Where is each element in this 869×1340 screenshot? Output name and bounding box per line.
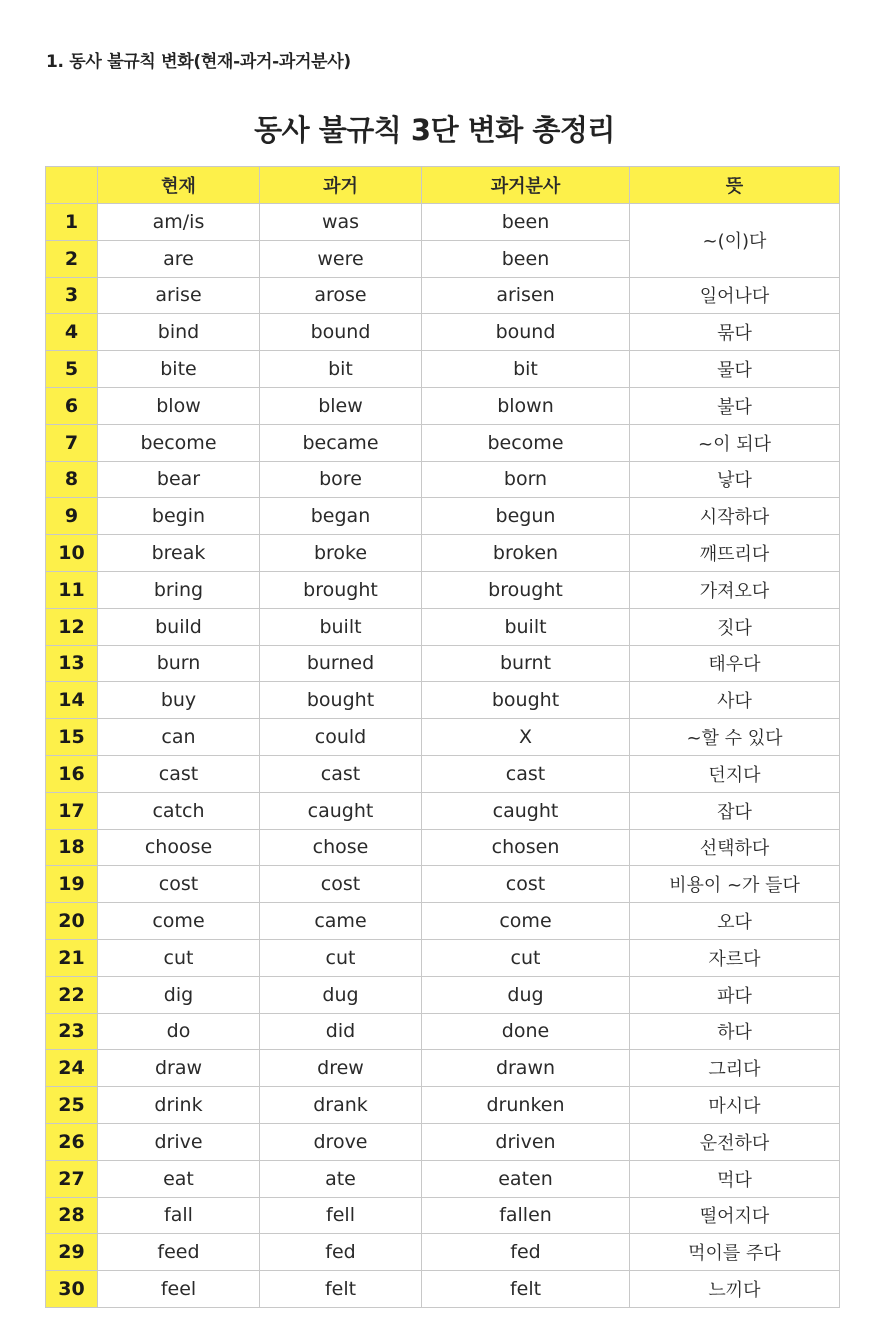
past-form: bound [260, 314, 422, 351]
table-row [46, 1087, 840, 1124]
header-past-participle: 과거분사 [422, 167, 630, 204]
past-participle-form: bought [422, 682, 630, 719]
row-number: 4 [46, 314, 98, 351]
present-form: become [98, 424, 260, 461]
past-participle-form: been [422, 240, 630, 277]
past-participle-form: cost [422, 866, 630, 903]
past-participle-form: caught [422, 792, 630, 829]
present-form: build [98, 608, 260, 645]
meaning: 파다 [630, 976, 840, 1013]
meaning: 낳다 [630, 461, 840, 498]
past-participle-form: bound [422, 314, 630, 351]
table-row [46, 204, 840, 241]
row-number: 27 [46, 1160, 98, 1197]
table-header-row [46, 167, 840, 204]
table-row [46, 387, 840, 424]
present-form: draw [98, 1050, 260, 1087]
past-form: chose [260, 829, 422, 866]
row-number: 20 [46, 903, 98, 940]
table-row [46, 829, 840, 866]
document-title: 동사 불규칙 3단 변화 총정리 [254, 113, 615, 147]
row-number: 11 [46, 571, 98, 608]
row-number: 6 [46, 387, 98, 424]
past-participle-form: come [422, 903, 630, 940]
past-participle-form: burnt [422, 645, 630, 682]
present-form: bind [98, 314, 260, 351]
row-number: 25 [46, 1087, 98, 1124]
present-form: eat [98, 1160, 260, 1197]
meaning: 불다 [630, 387, 840, 424]
row-number: 13 [46, 645, 98, 682]
table-row [46, 1123, 840, 1160]
past-participle-form: fallen [422, 1197, 630, 1234]
section-heading: 1. 동사 불규칙 변화(현재-과거-과거분사) [46, 52, 351, 72]
row-number: 23 [46, 1013, 98, 1050]
row-number: 1 [46, 204, 98, 241]
past-form: fed [260, 1234, 422, 1271]
meaning: ~(이)다 [630, 204, 840, 278]
past-form: were [260, 240, 422, 277]
present-form: bear [98, 461, 260, 498]
present-form: burn [98, 645, 260, 682]
past-participle-form: done [422, 1013, 630, 1050]
meaning: 짓다 [630, 608, 840, 645]
past-participle-form: fed [422, 1234, 630, 1271]
past-participle-form: blown [422, 387, 630, 424]
present-form: fall [98, 1197, 260, 1234]
past-form: burned [260, 645, 422, 682]
row-number: 28 [46, 1197, 98, 1234]
meaning: 잡다 [630, 792, 840, 829]
past-participle-form: drawn [422, 1050, 630, 1087]
past-participle-form: arisen [422, 277, 630, 314]
row-number: 12 [46, 608, 98, 645]
past-form: bought [260, 682, 422, 719]
past-form: dug [260, 976, 422, 1013]
table-row [46, 498, 840, 535]
present-form: feed [98, 1234, 260, 1271]
row-number: 19 [46, 866, 98, 903]
past-form: broke [260, 535, 422, 572]
row-number: 29 [46, 1234, 98, 1271]
row-number: 18 [46, 829, 98, 866]
row-number: 30 [46, 1271, 98, 1308]
present-form: feel [98, 1271, 260, 1308]
past-participle-form: bit [422, 351, 630, 388]
table-row [46, 277, 840, 314]
past-participle-form: cut [422, 939, 630, 976]
past-form: built [260, 608, 422, 645]
present-form: choose [98, 829, 260, 866]
meaning: 일어나다 [630, 277, 840, 314]
past-participle-form: chosen [422, 829, 630, 866]
past-participle-form: X [422, 719, 630, 756]
present-form: break [98, 535, 260, 572]
past-participle-form: eaten [422, 1160, 630, 1197]
past-form: brought [260, 571, 422, 608]
present-form: are [98, 240, 260, 277]
row-number: 21 [46, 939, 98, 976]
row-number: 9 [46, 498, 98, 535]
row-number: 2 [46, 240, 98, 277]
meaning: 먹이를 주다 [630, 1234, 840, 1271]
row-number: 7 [46, 424, 98, 461]
meaning: 사다 [630, 682, 840, 719]
meaning: 선택하다 [630, 829, 840, 866]
meaning: 태우다 [630, 645, 840, 682]
present-form: arise [98, 277, 260, 314]
past-form: drove [260, 1123, 422, 1160]
past-participle-form: dug [422, 976, 630, 1013]
meaning: 그리다 [630, 1050, 840, 1087]
present-form: cut [98, 939, 260, 976]
meaning: 운전하다 [630, 1123, 840, 1160]
meaning: 느끼다 [630, 1271, 840, 1308]
row-number: 3 [46, 277, 98, 314]
meaning: 비용이 ~가 들다 [630, 866, 840, 903]
present-form: cost [98, 866, 260, 903]
past-form: felt [260, 1271, 422, 1308]
past-form: cast [260, 755, 422, 792]
table-row [46, 939, 840, 976]
table-row [46, 1050, 840, 1087]
table-row [46, 314, 840, 351]
table-row [46, 682, 840, 719]
row-number: 22 [46, 976, 98, 1013]
past-form: cost [260, 866, 422, 903]
past-form: was [260, 204, 422, 241]
meaning: 물다 [630, 351, 840, 388]
meaning: 하다 [630, 1013, 840, 1050]
table-row [46, 461, 840, 498]
past-form: became [260, 424, 422, 461]
meaning: 오다 [630, 903, 840, 940]
past-participle-form: been [422, 204, 630, 241]
present-form: cast [98, 755, 260, 792]
row-number: 10 [46, 535, 98, 572]
table-row [46, 976, 840, 1013]
header-number [46, 167, 98, 204]
past-participle-form: driven [422, 1123, 630, 1160]
row-number: 5 [46, 351, 98, 388]
meaning: 먹다 [630, 1160, 840, 1197]
meaning: 떨어지다 [630, 1197, 840, 1234]
present-form: buy [98, 682, 260, 719]
past-participle-form: cast [422, 755, 630, 792]
past-participle-form: become [422, 424, 630, 461]
past-form: came [260, 903, 422, 940]
past-form: did [260, 1013, 422, 1050]
row-number: 26 [46, 1123, 98, 1160]
past-participle-form: built [422, 608, 630, 645]
past-participle-form: begun [422, 498, 630, 535]
meaning: 가져오다 [630, 571, 840, 608]
past-form: drank [260, 1087, 422, 1124]
table-row [46, 645, 840, 682]
past-form: caught [260, 792, 422, 829]
past-form: fell [260, 1197, 422, 1234]
present-form: blow [98, 387, 260, 424]
irregular-verbs-table [45, 166, 840, 1308]
past-form: arose [260, 277, 422, 314]
row-number: 14 [46, 682, 98, 719]
present-form: drive [98, 1123, 260, 1160]
meaning: 시작하다 [630, 498, 840, 535]
present-form: dig [98, 976, 260, 1013]
meaning: 묶다 [630, 314, 840, 351]
past-participle-form: born [422, 461, 630, 498]
meaning: 깨뜨리다 [630, 535, 840, 572]
past-form: could [260, 719, 422, 756]
past-participle-form: broken [422, 535, 630, 572]
table-row [46, 1013, 840, 1050]
present-form: am/is [98, 204, 260, 241]
present-form: bite [98, 351, 260, 388]
row-number: 16 [46, 755, 98, 792]
past-participle-form: drunken [422, 1087, 630, 1124]
present-form: drink [98, 1087, 260, 1124]
past-participle-form: felt [422, 1271, 630, 1308]
table-row [46, 719, 840, 756]
header-meaning: 뜻 [630, 167, 840, 204]
row-number: 8 [46, 461, 98, 498]
past-form: drew [260, 1050, 422, 1087]
row-number: 24 [46, 1050, 98, 1087]
table-row [46, 424, 840, 461]
meaning: 자르다 [630, 939, 840, 976]
table-row [46, 792, 840, 829]
past-form: cut [260, 939, 422, 976]
table-row [46, 903, 840, 940]
meaning: 마시다 [630, 1087, 840, 1124]
past-form: bore [260, 461, 422, 498]
header-present: 현재 [98, 167, 260, 204]
table-row [46, 351, 840, 388]
table-row [46, 1160, 840, 1197]
meaning: ~이 되다 [630, 424, 840, 461]
present-form: bring [98, 571, 260, 608]
present-form: begin [98, 498, 260, 535]
past-form: ate [260, 1160, 422, 1197]
meaning: ~할 수 있다 [630, 719, 840, 756]
table-row [46, 755, 840, 792]
present-form: can [98, 719, 260, 756]
table-row [46, 535, 840, 572]
past-form: blew [260, 387, 422, 424]
past-form: bit [260, 351, 422, 388]
present-form: catch [98, 792, 260, 829]
past-participle-form: brought [422, 571, 630, 608]
table-row [46, 608, 840, 645]
meaning: 던지다 [630, 755, 840, 792]
table-row [46, 1271, 840, 1308]
row-number: 15 [46, 719, 98, 756]
past-form: began [260, 498, 422, 535]
present-form: come [98, 903, 260, 940]
table-row [46, 1197, 840, 1234]
table-row [46, 866, 840, 903]
table-row [46, 571, 840, 608]
row-number: 17 [46, 792, 98, 829]
header-past: 과거 [260, 167, 422, 204]
present-form: do [98, 1013, 260, 1050]
table-row [46, 1234, 840, 1271]
